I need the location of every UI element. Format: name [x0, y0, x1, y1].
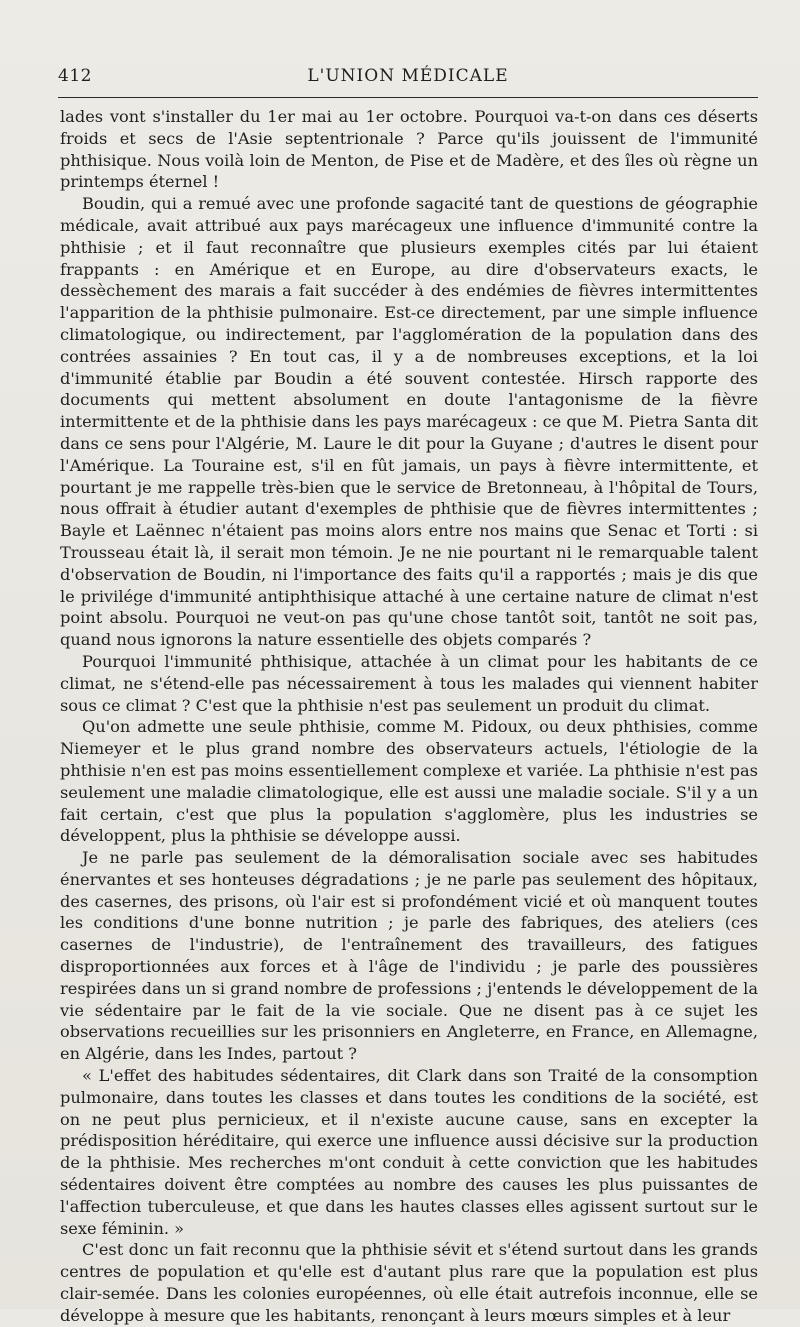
page-header: [58, 62, 758, 92]
body-text: [60, 106, 758, 1327]
quotation-paragraph: « L'effet des habitudes sédentaires, dit Clark dans son Traité de la consomption pulmonaire, dans toutes les classes et dans toutes les conditions de la société, est on ne peut plus pernicieux, et il n'existe aucune cause, sans en excepter la prédisposition héréditaire, qui exerce une influence aussi décisive sur la production de la phthisie. Mes recherches m'ont conduit à cette conviction que les habitudes sédentaires doivent être comptées au nombre des causes les plus puissantes de l'affection tuberculeuse, et que dans les hautes classes elles agissent surtout sur le sexe féminin. »: [60, 1066, 758, 1238]
paragraph: Qu'on admette une seule phthisie, comme M. Pidoux, ou deux phthisies, comme Niemeyer et le plus grand nombre des observateurs actuels, l'étiologie de la phthisie n'en est pas moins essentiellement complexe et variée. La phthisie n'est pas seulement une maladie climatologique, elle est aussi une maladie sociale. S'il y a un fait certain, c'est que plus la population s'agglomère, plus les industries se développent, plus la phthisie se développe aussi.: [60, 717, 758, 846]
header-rule: [58, 97, 758, 98]
paragraph: lades vont s'installer du 1er mai au 1er octobre. Pourquoi va-t-on dans ces déserts froids et secs de l'Asie septentrionale ? Parce qu'ils jouissent de l'immunité phthisique. Nous voilà loin de Menton, de Pise et de Madère, et des îles où règne un printemps éternel !: [60, 107, 758, 192]
paragraph: Je ne parle pas seulement de la démoralisation sociale avec ses habitudes énervantes et ses honteuses dégradations ; je ne parle pas seulement des hôpitaux, des casernes, des prisons, où l'air est si profondément vicié et où manquent toutes les conditions d'une bonne nutrition ; je parle des fabriques, des ateliers (ces casernes de l'industrie), de l'entraînement des travailleurs, des fatigues disproportionnées aux forces et à l'âge de l'individu ; je parle des poussières respirées dans un si grand nombre de professions ; j'entends le développement de la vie sédentaire par le fait de la vie sociale. Que ne disent pas à ce sujet les observations recueillies sur les prisonniers en Angleterre, en France, en Allemagne, en Algérie, dans les Indes, partout ?: [60, 848, 758, 1064]
paragraph: Pourquoi l'immunité phthisique, attachée à un climat pour les habitants de ce climat, ne s'étend-elle pas nécessairement à tous les malades qui viennent habiter sous ce climat ? C'est que la phthisie n'est pas seulement un produit du climat.: [60, 651, 758, 715]
running-title: L'UNION MÉDICALE: [307, 66, 509, 86]
paragraph: Boudin, qui a remué avec une profonde sagacité tant de questions de géographie médicale, avait attribué aux pays marécageux une influence d'immunité contre la phthisie ; et il faut reconnaître que plusieurs exemples cités par lui étaient frappants : en Amérique et en Europe, au dire d'observateurs exacts, le dessèchement des marais a fait succéder à des endémies de fièvres intermittentes l'apparition de la phthisie pulmonaire. Est-ce directement, par une simple influence climatologique, ou indirectement, par l'agglomération de la population dans des contrées assainies ? En tout cas, il y a de nombreuses exceptions, et la loi d'immunité établie par Boudin a été souvent contestée. Hirsch rapporte des documents qui mettent absolument en doute l'antagonisme de la fièvre intermittente et de la phthisie dans les pays marécageux : ce que M. Pietra Santa dit dans ce sens pour l'Algérie, M. Laure le dit pour la Guyane ; d'autres le disent pour l'Amérique. La Touraine est, s'il en fût jamais, un pays à fièvre intermittente, et pourtant je me rappelle très-bien que le service de Bretonneau, à l'hôpital de Tours, nous offrait à étudier autant d'exemples de phthisie que de fièvres intermittentes ; Bayle et Laënnec n'étaient pas moins alors entre nos mains que Senac et Torti : si Trousseau était là, il serait mon témoin. Je ne nie pourtant ni le remarquable talent d'observation de Boudin, ni l'importance des faits qu'il a rapportés ; mais je dis que le privilége d'immunité antiphthisique attaché à une certaine nature de climat n'est point absolu. Pourquoi ne veut-on pas qu'une chose tantôt soit, tantôt ne soit pas, quand nous ignorons la nature essentielle des objets comparés ?: [60, 194, 758, 650]
paragraph: C'est donc un fait reconnu que la phthisie sévit et s'étend surtout dans les grands centres de population et qu'elle est d'autant plus rare que la population est plus clair-semée. Dans les colonies européennes, où elle était autrefois inconnue, elle se développe à mesure que les habitants, renonçant à leurs mœurs simples et à leur: [60, 1240, 758, 1325]
page-number: 412: [58, 66, 92, 86]
